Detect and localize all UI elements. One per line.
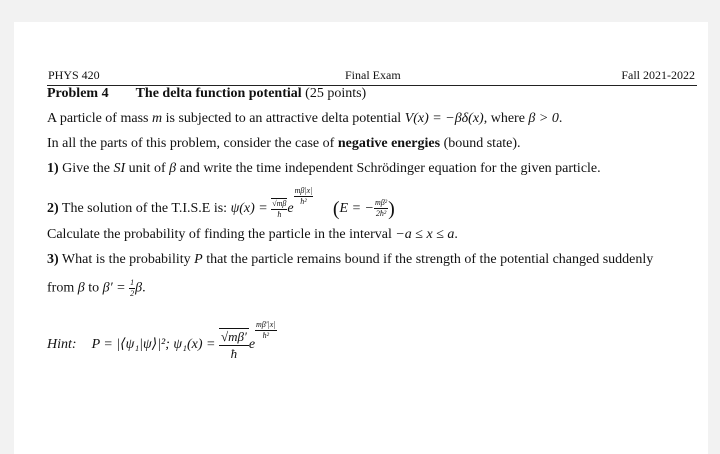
beta-condition: β > 0 xyxy=(528,111,559,126)
hint-line xyxy=(47,320,277,361)
question-1-text: unit of xyxy=(125,161,170,176)
hint-psi1-lhs: ψ₁(x) = xyxy=(173,337,219,352)
interval-expression: −a ≤ x ≤ a xyxy=(395,227,455,242)
potential-expression: V(x) = −βδ(x) xyxy=(404,111,484,126)
intro-text: . xyxy=(558,111,563,126)
question-3-text: . xyxy=(142,280,146,296)
hint-exponent-numerator: mβ′|x| xyxy=(256,320,276,329)
half-denominator: 2 xyxy=(130,289,135,298)
normalization-numerator: √mβ xyxy=(272,198,287,208)
problem-title: The delta function potential xyxy=(135,86,302,101)
consider-text: (bound state). xyxy=(440,136,521,151)
exam-header xyxy=(47,68,697,86)
hint-probability-expression: P = |⟨ψ₁|ψ⟩|²; xyxy=(91,337,170,352)
exam-term: Fall 2021-2022 xyxy=(621,68,695,82)
exponent-denominator: ħ² xyxy=(300,197,307,206)
question-3-text: from xyxy=(47,280,78,296)
intro-text: is subjected to an attractive delta potential xyxy=(162,111,405,126)
calculate-line xyxy=(47,227,458,243)
calculate-text: . xyxy=(454,227,458,242)
beta-prime-lhs: β′ = xyxy=(102,280,130,296)
exponent-fraction xyxy=(294,186,314,207)
question-3-text: that the particle remains bound if the strength of the potential changed suddenly xyxy=(202,252,654,267)
course-code: PHYS 420 xyxy=(48,68,100,82)
intro-line xyxy=(47,111,562,127)
negative-energies-emphasis: negative energies xyxy=(337,136,441,151)
question-2-text: The solution of the T.I.S.E is: xyxy=(58,201,231,216)
intro-text: A particle of mass xyxy=(47,111,152,126)
normalization-denominator: ħ xyxy=(277,209,282,219)
exponential-base: e xyxy=(287,201,294,216)
psi-lhs: ψ(x) = xyxy=(230,201,272,216)
question-1-number: 1) xyxy=(47,161,59,176)
question-1-text: and write the time independent Schrödinger equation for the given particle. xyxy=(176,161,601,176)
question-2: 2) The solution of the T.I.S.E is: ψ(x) = $\frac{√m\beta}{ħ}$ e $\frac{m\beta|x|}{\text{ħ²}}$ (E = − $\frac{\text{mβ²}}{\text{2ħ²}}$ ) xyxy=(47,186,395,220)
question-3 xyxy=(47,252,653,268)
intro-text: , where xyxy=(483,111,529,126)
beta-symbol: β xyxy=(169,161,177,176)
beta-symbol: β xyxy=(135,280,143,296)
consider-line xyxy=(47,136,521,152)
energy-lhs: E = − xyxy=(339,201,374,216)
question-3-text: What is the probability xyxy=(58,252,195,267)
problem-heading xyxy=(47,86,366,102)
problem-points: (25 points) xyxy=(305,86,367,101)
question-1-text: Give the xyxy=(58,161,114,176)
hint-normalization-denominator: ħ xyxy=(230,346,238,362)
mass-symbol: m xyxy=(151,111,163,126)
question-1 xyxy=(47,161,601,177)
energy-denominator: 2ħ² xyxy=(375,209,387,219)
exponent-numerator: mβ|x| xyxy=(294,186,313,195)
question-3-text: to xyxy=(84,280,103,296)
consider-text: In all the parts of this problem, consider the case of xyxy=(47,136,338,151)
question-3-line-2 xyxy=(47,278,146,299)
p-symbol: P xyxy=(194,252,203,267)
question-2-number: 2) xyxy=(47,201,59,216)
hint-exponent-denominator: ħ² xyxy=(262,331,269,340)
energy-fraction xyxy=(374,198,388,219)
hint-exponent-fraction xyxy=(255,320,276,341)
beta-symbol: β xyxy=(77,280,85,296)
calculate-text: Calculate the probability of finding the particle in the interval xyxy=(47,227,396,242)
top-bar xyxy=(0,0,720,22)
exam-title: Final Exam xyxy=(345,68,401,82)
problem-number: Problem 4 xyxy=(47,86,109,101)
si-symbol: SI xyxy=(113,161,126,176)
normalization-fraction xyxy=(271,198,287,220)
document-page xyxy=(14,22,708,454)
half-numerator: 1 xyxy=(130,278,135,287)
hint-normalization-fraction xyxy=(219,328,249,361)
question-3-number: 3) xyxy=(47,252,59,267)
energy-numerator: mβ² xyxy=(374,198,388,208)
hint-exponential-base: e xyxy=(248,337,256,352)
hint-label: Hint: xyxy=(47,337,77,352)
hint-normalization-numerator: √mβ′ xyxy=(220,329,247,345)
